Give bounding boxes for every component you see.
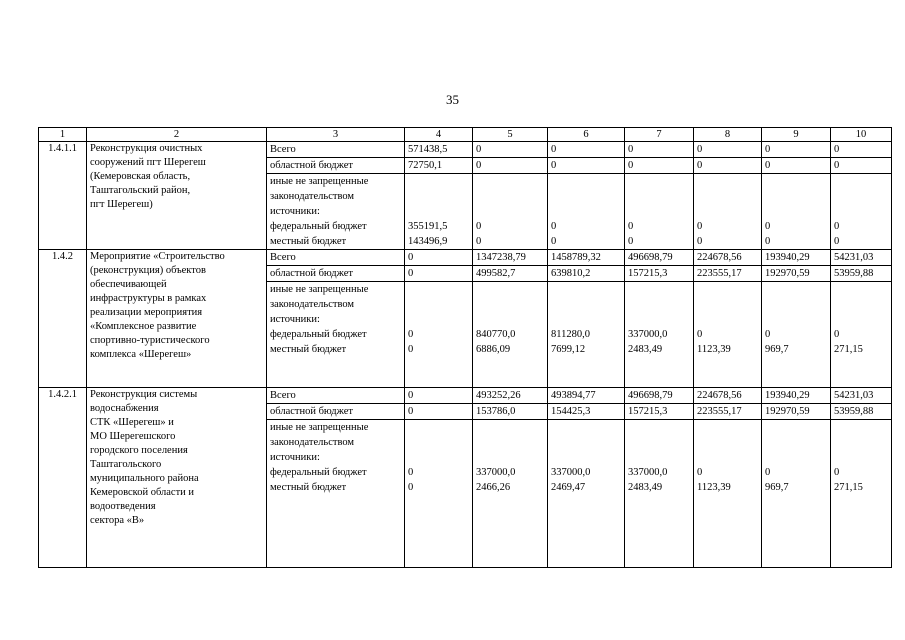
cell-line: 143496,9	[408, 236, 448, 247]
cell-line	[551, 435, 621, 450]
cell-line	[551, 297, 621, 312]
cell-line: федеральный бюджет	[270, 329, 367, 340]
cell-line	[697, 312, 758, 327]
cell-line: 0	[697, 467, 703, 478]
cell-line: (Кемеровская область,	[90, 171, 191, 182]
cell-line: местный бюджет	[270, 344, 347, 355]
column-header: 7	[625, 128, 694, 142]
table-row	[39, 388, 892, 404]
cell-line: 0	[628, 160, 634, 171]
cell-line: 337000,0	[628, 467, 668, 478]
funding-source	[267, 158, 405, 174]
amount-cell	[625, 282, 694, 388]
cell-line: 969,7	[765, 482, 789, 493]
cell-line	[765, 189, 827, 204]
cell-line	[408, 297, 469, 312]
cell-line: источники:	[270, 314, 320, 325]
amount-cell	[831, 404, 892, 420]
column-header: 5	[473, 128, 548, 142]
amount-cell	[405, 282, 473, 388]
cell-line: 0	[408, 344, 414, 355]
cell-line: городского поселения	[90, 445, 188, 456]
item-code: 1.4.2	[39, 250, 87, 388]
cell-line: 1458789,32	[551, 252, 601, 263]
cell-line: водоотведения	[90, 501, 156, 512]
amount-cell	[473, 266, 548, 282]
column-header: 10	[831, 128, 892, 142]
cell-line	[697, 189, 758, 204]
cell-line: «Комплексное развитие	[90, 321, 197, 332]
cell-line: 2469,47	[551, 482, 586, 493]
amount-cell	[548, 420, 625, 568]
cell-line: 337000,0	[628, 329, 668, 340]
amount-cell	[625, 404, 694, 420]
cell-line: 0	[697, 160, 703, 171]
cell-line	[408, 189, 469, 204]
cell-line: 223555,17	[697, 268, 742, 279]
cell-line: иные не запрещенные	[270, 284, 369, 295]
cell-line: 0	[697, 236, 703, 247]
cell-line: 493894,77	[551, 390, 596, 401]
cell-line: 0	[834, 160, 840, 171]
cell-line: спортивно-туристического	[90, 335, 210, 346]
cell-line	[628, 420, 690, 435]
amount-cell	[405, 158, 473, 174]
amount-cell	[405, 174, 473, 250]
cell-line	[628, 204, 690, 219]
cell-line: 6886,09	[476, 344, 511, 355]
cell-line: сектора «В»	[90, 515, 145, 526]
cell-line: 0	[628, 221, 634, 232]
item-description	[87, 250, 267, 388]
cell-line: 193940,29	[765, 252, 810, 263]
cell-line: Таштагольского	[90, 459, 162, 470]
cell-line: местный бюджет	[270, 236, 347, 247]
cell-line: реализации мероприятия	[90, 307, 203, 318]
cell-line	[476, 189, 544, 204]
funding-source	[267, 174, 405, 250]
amount-cell	[831, 142, 892, 158]
amount-cell	[405, 142, 473, 158]
cell-line: 192970,59	[765, 406, 810, 417]
amount-cell	[548, 388, 625, 404]
amount-cell	[473, 174, 548, 250]
amount-cell	[473, 282, 548, 388]
table-row	[39, 250, 892, 266]
amount-cell	[625, 174, 694, 250]
cell-line: Реконструкция системы	[90, 389, 198, 400]
cell-line	[551, 204, 621, 219]
cell-line	[551, 450, 621, 465]
amount-cell	[694, 404, 762, 420]
cell-line	[551, 420, 621, 435]
cell-line: областной бюджет	[270, 406, 353, 417]
cell-line: Мероприятие «Строительство	[90, 251, 225, 262]
cell-line: 0	[834, 467, 840, 478]
cell-line	[628, 312, 690, 327]
cell-line: 53959,88	[834, 268, 874, 279]
cell-line: 639810,2	[551, 268, 591, 279]
cell-line: 7699,12	[551, 344, 586, 355]
cell-line: сооружений пгт Шерегеш	[90, 157, 206, 168]
cell-line: 571438,5	[408, 144, 448, 155]
cell-line	[697, 435, 758, 450]
cell-line: 496698,79	[628, 390, 673, 401]
cell-line: 1123,39	[697, 344, 731, 355]
cell-line	[408, 204, 469, 219]
cell-line	[765, 282, 827, 297]
cell-line: 192970,59	[765, 268, 810, 279]
cell-line	[834, 450, 888, 465]
table-row	[39, 142, 892, 158]
cell-line	[628, 189, 690, 204]
cell-line: 355191,5	[408, 221, 448, 232]
cell-line: областной бюджет	[270, 160, 353, 171]
cell-line: 0	[834, 329, 840, 340]
cell-line: 53959,88	[834, 406, 874, 417]
cell-line: 0	[697, 221, 703, 232]
cell-line: пгт Шерегеш)	[90, 199, 153, 210]
funding-source	[267, 282, 405, 388]
amount-cell	[625, 142, 694, 158]
item-description	[87, 388, 267, 568]
cell-line	[765, 312, 827, 327]
cell-line: 0	[408, 252, 414, 263]
cell-line	[476, 174, 544, 189]
cell-line	[476, 312, 544, 327]
cell-line: законодательством	[270, 191, 355, 202]
cell-line	[551, 174, 621, 189]
amount-cell	[548, 142, 625, 158]
cell-line	[765, 420, 827, 435]
cell-line: 337000,0	[551, 467, 591, 478]
cell-line: 224678,56	[697, 252, 742, 263]
cell-line: 157215,3	[628, 406, 668, 417]
item-code: 1.4.2.1	[39, 388, 87, 568]
amount-cell	[831, 174, 892, 250]
cell-line: областной бюджет	[270, 268, 353, 279]
cell-line	[697, 174, 758, 189]
cell-line: комплекса «Шерегеш»	[90, 349, 192, 360]
amount-cell	[405, 388, 473, 404]
amount-cell	[831, 388, 892, 404]
amount-cell	[548, 282, 625, 388]
column-header: 6	[548, 128, 625, 142]
amount-cell	[548, 250, 625, 266]
amount-cell	[762, 266, 831, 282]
cell-line: 0	[551, 160, 557, 171]
cell-line: иные не запрещенные	[270, 422, 369, 433]
cell-line: 224678,56	[697, 390, 742, 401]
cell-line	[476, 297, 544, 312]
cell-line: 0	[765, 144, 771, 155]
cell-line	[551, 312, 621, 327]
amount-cell	[473, 158, 548, 174]
amount-cell	[694, 420, 762, 568]
cell-line: 969,7	[765, 344, 789, 355]
cell-line: 0	[476, 236, 482, 247]
cell-line: 0	[628, 236, 634, 247]
cell-line	[476, 282, 544, 297]
amount-cell	[831, 158, 892, 174]
cell-line: Всего	[270, 144, 296, 155]
cell-line: СТК «Шерегеш» и	[90, 417, 174, 428]
cell-line: обеспечивающей	[90, 279, 167, 290]
amount-cell	[405, 266, 473, 282]
amount-cell	[473, 142, 548, 158]
cell-line: 2483,49	[628, 482, 663, 493]
cell-line: МО Шерегешского	[90, 431, 176, 442]
amount-cell	[625, 266, 694, 282]
cell-line: (реконструкция) объектов	[90, 265, 206, 276]
cell-line	[765, 297, 827, 312]
amount-cell	[694, 282, 762, 388]
header-row	[39, 128, 892, 142]
funding-source	[267, 404, 405, 420]
cell-line: 0	[628, 144, 634, 155]
amount-cell	[548, 174, 625, 250]
cell-line	[765, 174, 827, 189]
cell-line: 0	[408, 329, 414, 340]
cell-line	[697, 282, 758, 297]
cell-line: источники:	[270, 206, 320, 217]
amount-cell	[762, 282, 831, 388]
cell-line: 2466,26	[476, 482, 511, 493]
amount-cell	[548, 266, 625, 282]
cell-line: 0	[408, 482, 414, 493]
cell-line: Реконструкция очистных	[90, 143, 203, 154]
cell-line	[834, 435, 888, 450]
cell-line	[834, 189, 888, 204]
funding-source	[267, 388, 405, 404]
cell-line: федеральный бюджет	[270, 467, 367, 478]
funding-source	[267, 250, 405, 266]
cell-line	[697, 420, 758, 435]
amount-cell	[694, 174, 762, 250]
amount-cell	[762, 388, 831, 404]
column-header: 8	[694, 128, 762, 142]
cell-line: инфраструктуры в рамках	[90, 293, 207, 304]
amount-cell	[625, 420, 694, 568]
funding-source	[267, 420, 405, 568]
budget-table	[38, 127, 892, 568]
cell-line: 0	[551, 236, 557, 247]
cell-line: законодательством	[270, 437, 355, 448]
cell-line: 499582,7	[476, 268, 516, 279]
cell-line	[476, 450, 544, 465]
cell-line	[834, 282, 888, 297]
amount-cell	[694, 266, 762, 282]
cell-line	[834, 174, 888, 189]
cell-line: Всего	[270, 390, 296, 401]
item-description	[87, 142, 267, 250]
amount-cell	[762, 404, 831, 420]
cell-line	[551, 189, 621, 204]
cell-line: Кемеровской области и	[90, 487, 195, 498]
funding-source	[267, 142, 405, 158]
cell-line: законодательством	[270, 299, 355, 310]
cell-line: 2483,49	[628, 344, 663, 355]
cell-line: 0	[697, 144, 703, 155]
column-header: 9	[762, 128, 831, 142]
cell-line	[834, 204, 888, 219]
cell-line: 0	[551, 221, 557, 232]
cell-line: федеральный бюджет	[270, 221, 367, 232]
amount-cell	[694, 250, 762, 266]
cell-line: 0	[765, 236, 771, 247]
cell-line: 0	[834, 221, 840, 232]
cell-line: 0	[697, 329, 703, 340]
cell-line	[408, 312, 469, 327]
cell-line	[834, 297, 888, 312]
cell-line: 72750,1	[408, 160, 443, 171]
cell-line	[408, 450, 469, 465]
cell-line: иные не запрещенные	[270, 176, 369, 187]
cell-line: 0	[765, 221, 771, 232]
cell-line: 840770,0	[476, 329, 516, 340]
cell-line: 0	[765, 160, 771, 171]
cell-line	[628, 450, 690, 465]
cell-line: 496698,79	[628, 252, 673, 263]
amount-cell	[762, 250, 831, 266]
cell-line	[476, 420, 544, 435]
cell-line: 493252,26	[476, 390, 521, 401]
cell-line	[476, 435, 544, 450]
cell-line: 811280,0	[551, 329, 590, 340]
column-header: 4	[405, 128, 473, 142]
amount-cell	[548, 404, 625, 420]
cell-line	[697, 450, 758, 465]
column-header: 1	[39, 128, 87, 142]
cell-line: 54231,03	[834, 390, 874, 401]
cell-line	[765, 435, 827, 450]
cell-line: 0	[834, 236, 840, 247]
amount-cell	[473, 388, 548, 404]
amount-cell	[831, 282, 892, 388]
cell-line	[408, 282, 469, 297]
cell-line	[697, 204, 758, 219]
amount-cell	[405, 250, 473, 266]
cell-line	[628, 174, 690, 189]
cell-line: 0	[408, 406, 414, 417]
cell-line: Таштагольский район,	[90, 185, 191, 196]
cell-line: 0	[408, 268, 414, 279]
amount-cell	[473, 404, 548, 420]
amount-cell	[473, 250, 548, 266]
cell-line: местный бюджет	[270, 482, 347, 493]
cell-line: 0	[476, 144, 482, 155]
cell-line: 0	[476, 160, 482, 171]
cell-line	[628, 435, 690, 450]
amount-cell	[694, 142, 762, 158]
cell-line	[408, 435, 469, 450]
cell-line	[551, 282, 621, 297]
cell-line	[834, 312, 888, 327]
cell-line: 0	[476, 221, 482, 232]
column-header: 3	[267, 128, 405, 142]
amount-cell	[625, 158, 694, 174]
amount-cell	[831, 420, 892, 568]
cell-line: 1123,39	[697, 482, 731, 493]
cell-line: 223555,17	[697, 406, 742, 417]
cell-line	[628, 282, 690, 297]
cell-line: 0	[408, 467, 414, 478]
page-number: 35	[446, 92, 459, 107]
amount-cell	[548, 158, 625, 174]
amount-cell	[831, 266, 892, 282]
cell-line: 0	[765, 467, 771, 478]
amount-cell	[762, 174, 831, 250]
cell-line	[628, 297, 690, 312]
amount-cell	[473, 420, 548, 568]
cell-line	[408, 174, 469, 189]
cell-line: 337000,0	[476, 467, 516, 478]
amount-cell	[694, 388, 762, 404]
cell-line: 157215,3	[628, 268, 668, 279]
cell-line	[408, 420, 469, 435]
item-code: 1.4.1.1	[39, 142, 87, 250]
amount-cell	[762, 158, 831, 174]
cell-line	[765, 450, 827, 465]
amount-cell	[694, 158, 762, 174]
cell-line: 0	[551, 144, 557, 155]
cell-line: 0	[408, 390, 414, 401]
column-header: 2	[87, 128, 267, 142]
cell-line: 54231,03	[834, 252, 874, 263]
cell-line	[765, 204, 827, 219]
cell-line: муниципального района	[90, 473, 199, 484]
cell-line: источники:	[270, 452, 320, 463]
cell-line: 154425,3	[551, 406, 591, 417]
amount-cell	[625, 250, 694, 266]
cell-line: 271,15	[834, 482, 863, 493]
amount-cell	[625, 388, 694, 404]
cell-line: Всего	[270, 252, 296, 263]
cell-line: 1347238,79	[476, 252, 526, 263]
amount-cell	[762, 142, 831, 158]
cell-line	[697, 297, 758, 312]
cell-line	[476, 204, 544, 219]
amount-cell	[762, 420, 831, 568]
amount-cell	[405, 404, 473, 420]
cell-line: 0	[765, 329, 771, 340]
funding-source	[267, 266, 405, 282]
cell-line: 271,15	[834, 344, 863, 355]
amount-cell	[405, 420, 473, 568]
cell-line: 193940,29	[765, 390, 810, 401]
amount-cell	[831, 250, 892, 266]
cell-line	[834, 420, 888, 435]
cell-line: 0	[834, 144, 840, 155]
cell-line: 153786,0	[476, 406, 516, 417]
cell-line: водоснабжения	[90, 403, 159, 414]
